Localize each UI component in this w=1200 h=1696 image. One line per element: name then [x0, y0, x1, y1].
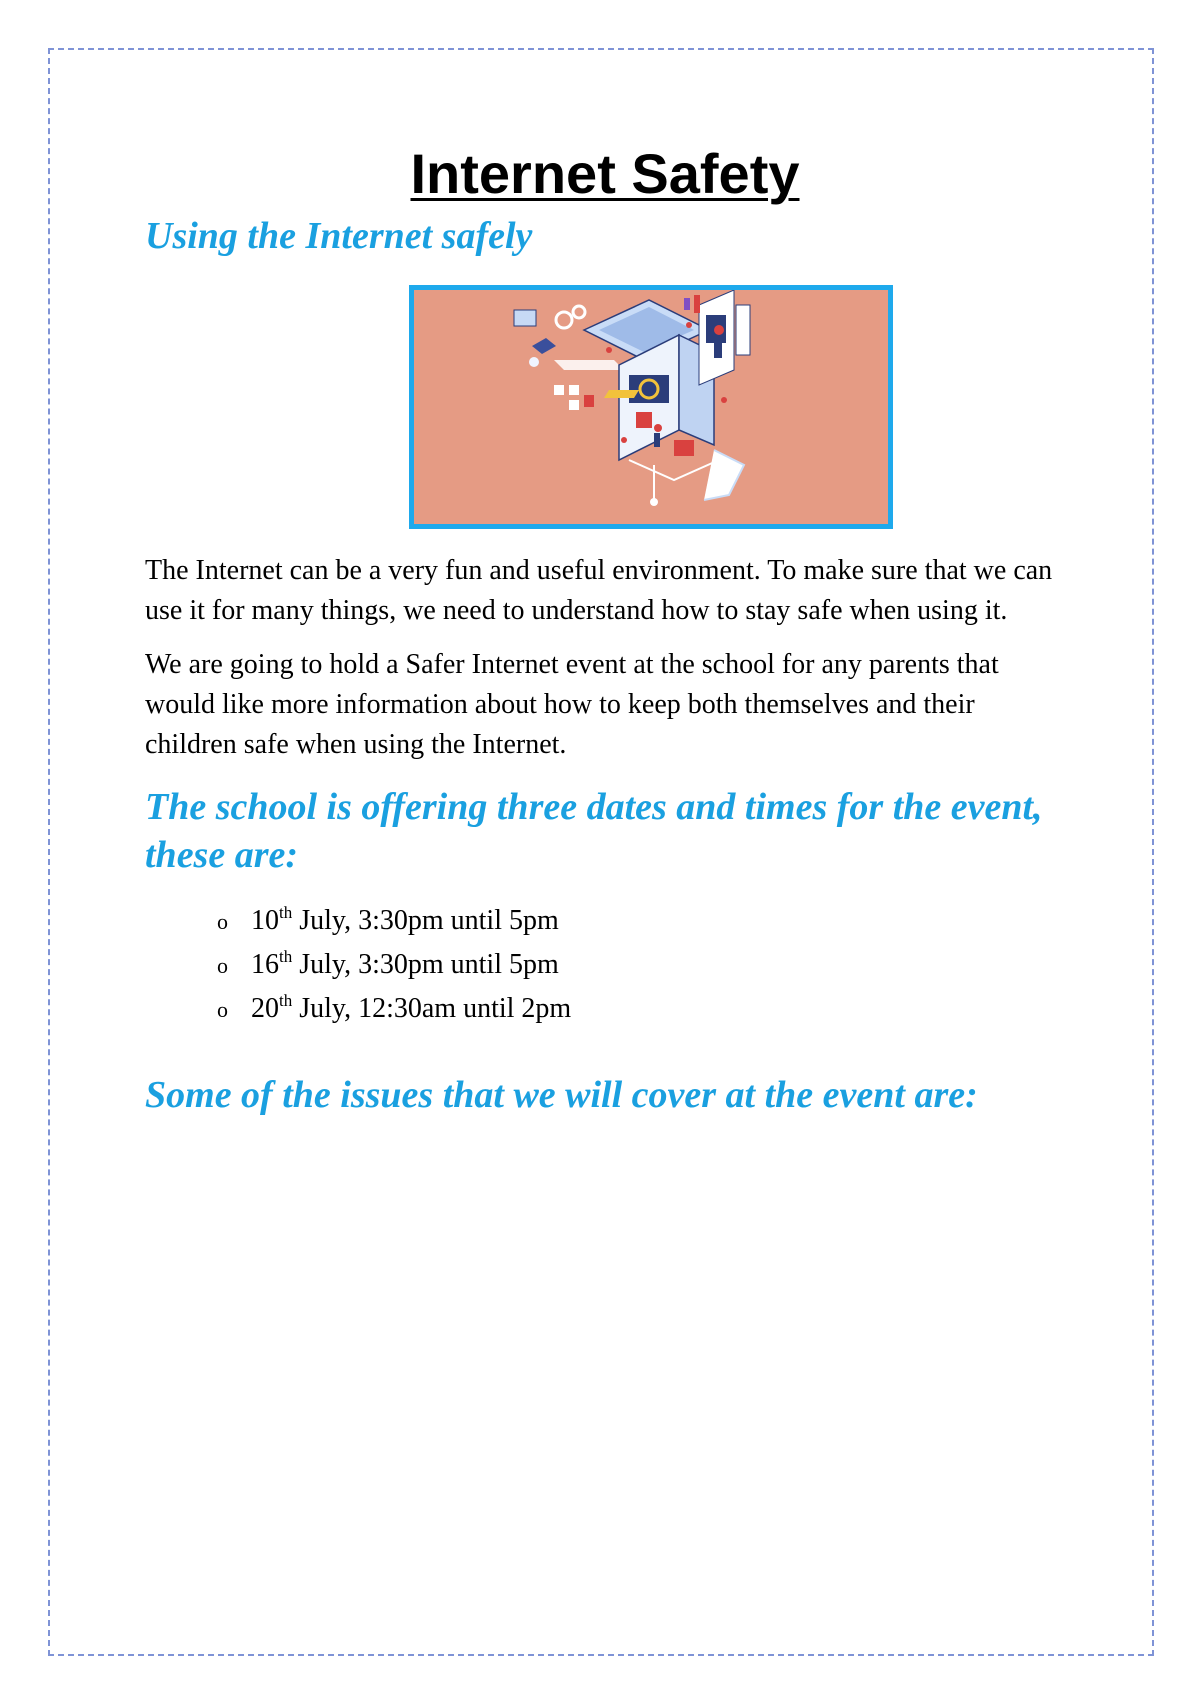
date-text: 10th July, 3:30pm until 5pm [251, 902, 559, 936]
dates-list [145, 899, 1065, 1031]
bullet-icon: o [217, 908, 228, 934]
page-title: Internet Safety [410, 142, 800, 205]
dates-heading: The school is offering three dates and times for the event, these are: [145, 785, 1043, 876]
page-subtitle: Using the Internet safely [145, 215, 533, 258]
list-item [217, 899, 1065, 943]
intro-paragraph: The Internet can be a very fun and useful environment. To make sure that we can use it for many things, we need to understand how to stay safe when using it. [145, 554, 1053, 626]
internet-safety-illustration [409, 285, 893, 529]
document-body [145, 140, 1065, 1119]
isometric-security-graphic [414, 290, 888, 524]
date-text: 20th July, 12:30am until 2pm [251, 990, 572, 1024]
bullet-icon: o [217, 996, 228, 1022]
list-item [217, 987, 1065, 1031]
list-item [217, 943, 1065, 987]
date-text: 16th July, 3:30pm until 5pm [251, 946, 559, 980]
event-paragraph: We are going to hold a Safer Internet event at the school for any parents that would like more information about how to keep both themselves and their children safe when using the Internet. [145, 648, 999, 760]
issues-heading: Some of the issues that we will cover at the event are: [145, 1073, 978, 1116]
bullet-icon: o [217, 952, 228, 978]
